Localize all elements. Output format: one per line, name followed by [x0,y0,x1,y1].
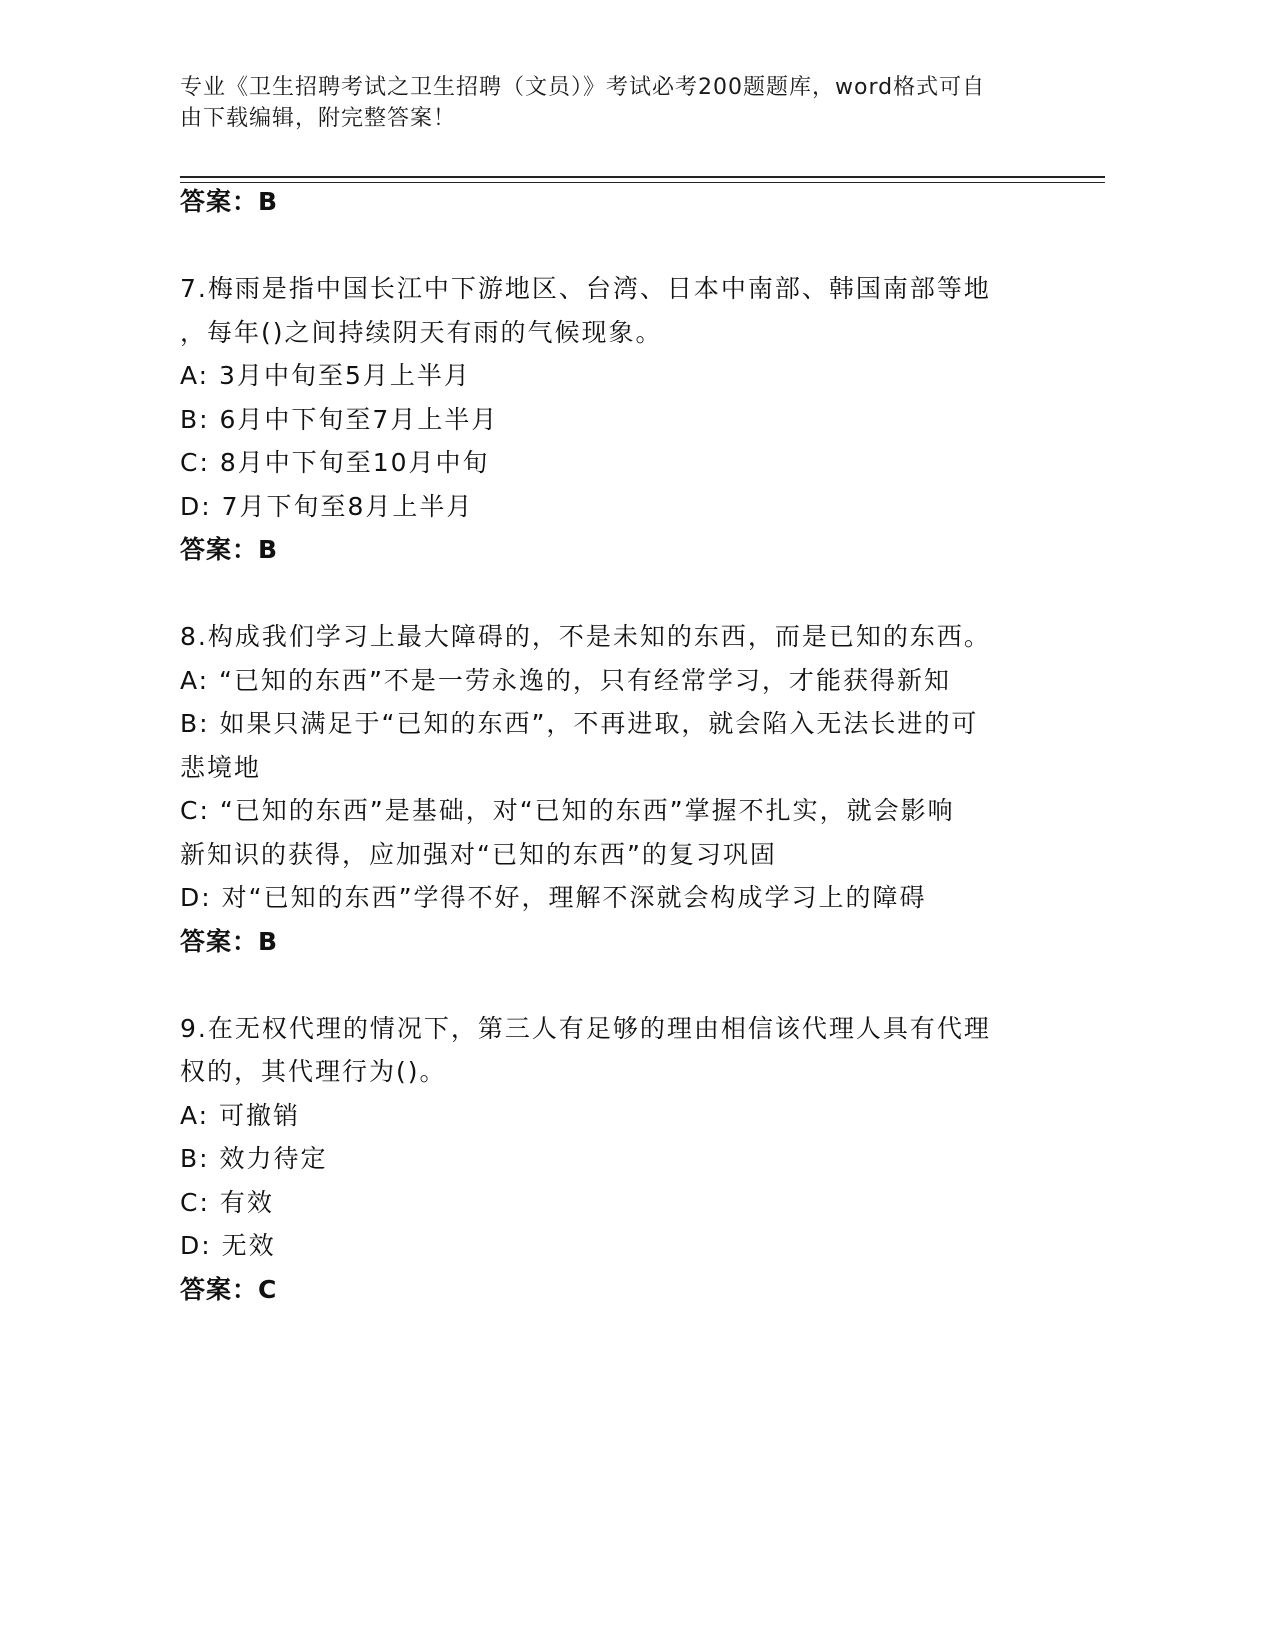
question-9 [180,1007,1080,1312]
option-c: C: 8月中下旬至10月中旬 [180,448,490,477]
option-d: D: 无效 [180,1231,276,1260]
option-d: D: 7月下旬至8月上半月 [180,491,474,521]
document-body [180,180,1080,1311]
question-stem: 7.梅雨是指中国长江中下游地区、台湾、日本中南部、韩国南部等地 [180,274,991,303]
option-b-continued: 悲境地 [180,752,262,782]
question-stem: 8.构成我们学习上最大障碍的，不是未知的东西，而是已知的东西。 [180,622,991,651]
document-header [180,72,1040,134]
question-stem: 9.在无权代理的情况下，第三人有足够的理由相信该代理人具有代理 [180,1013,991,1043]
answer: 答案：B [180,926,279,956]
answer: 答案：C [180,1274,278,1304]
header-line-1: 专业《卫生招聘考试之卫生招聘（文员）》考试必考200题题库，word格式可自 [180,75,986,100]
option-a: A: “已知的东西”不是一劳永逸的，只有经常学习，才能获得新知 [180,665,951,695]
question-stem: ，每年()之间持续阴天有雨的气候现象。 [180,317,663,347]
option-b: B: 如果只满足于“已知的东西”，不再进取，就会陷入无法长进的可 [180,709,979,738]
question-7 [180,267,1080,572]
option-b: B: 6月中下旬至7月上半月 [180,404,499,434]
question-stem: 权的，其代理行为()。 [180,1057,447,1086]
option-c: C: “已知的东西”是基础，对“已知的东西”掌握不扎实，就会影响 [180,796,955,825]
spacer [180,572,1080,616]
option-d: D: 对“已知的东西”学得不好，理解不深就会构成学习上的障碍 [180,883,927,912]
answer: 答案：B [180,535,279,564]
spacer [180,963,1080,1007]
answer-previous: 答案：B [180,187,279,216]
option-a: A: 可撤销 [180,1100,301,1130]
header-line-2: 由下载编辑，附完整答案！ [180,106,457,131]
question-8 [180,615,1080,963]
option-c: C: 有效 [180,1187,274,1217]
option-a: A: 3月中旬至5月上半月 [180,361,471,390]
option-c-continued: 新知识的获得，应加强对“已知的东西”的复习巩固 [180,839,777,869]
spacer [180,224,1080,268]
option-b: B: 效力待定 [180,1144,328,1173]
